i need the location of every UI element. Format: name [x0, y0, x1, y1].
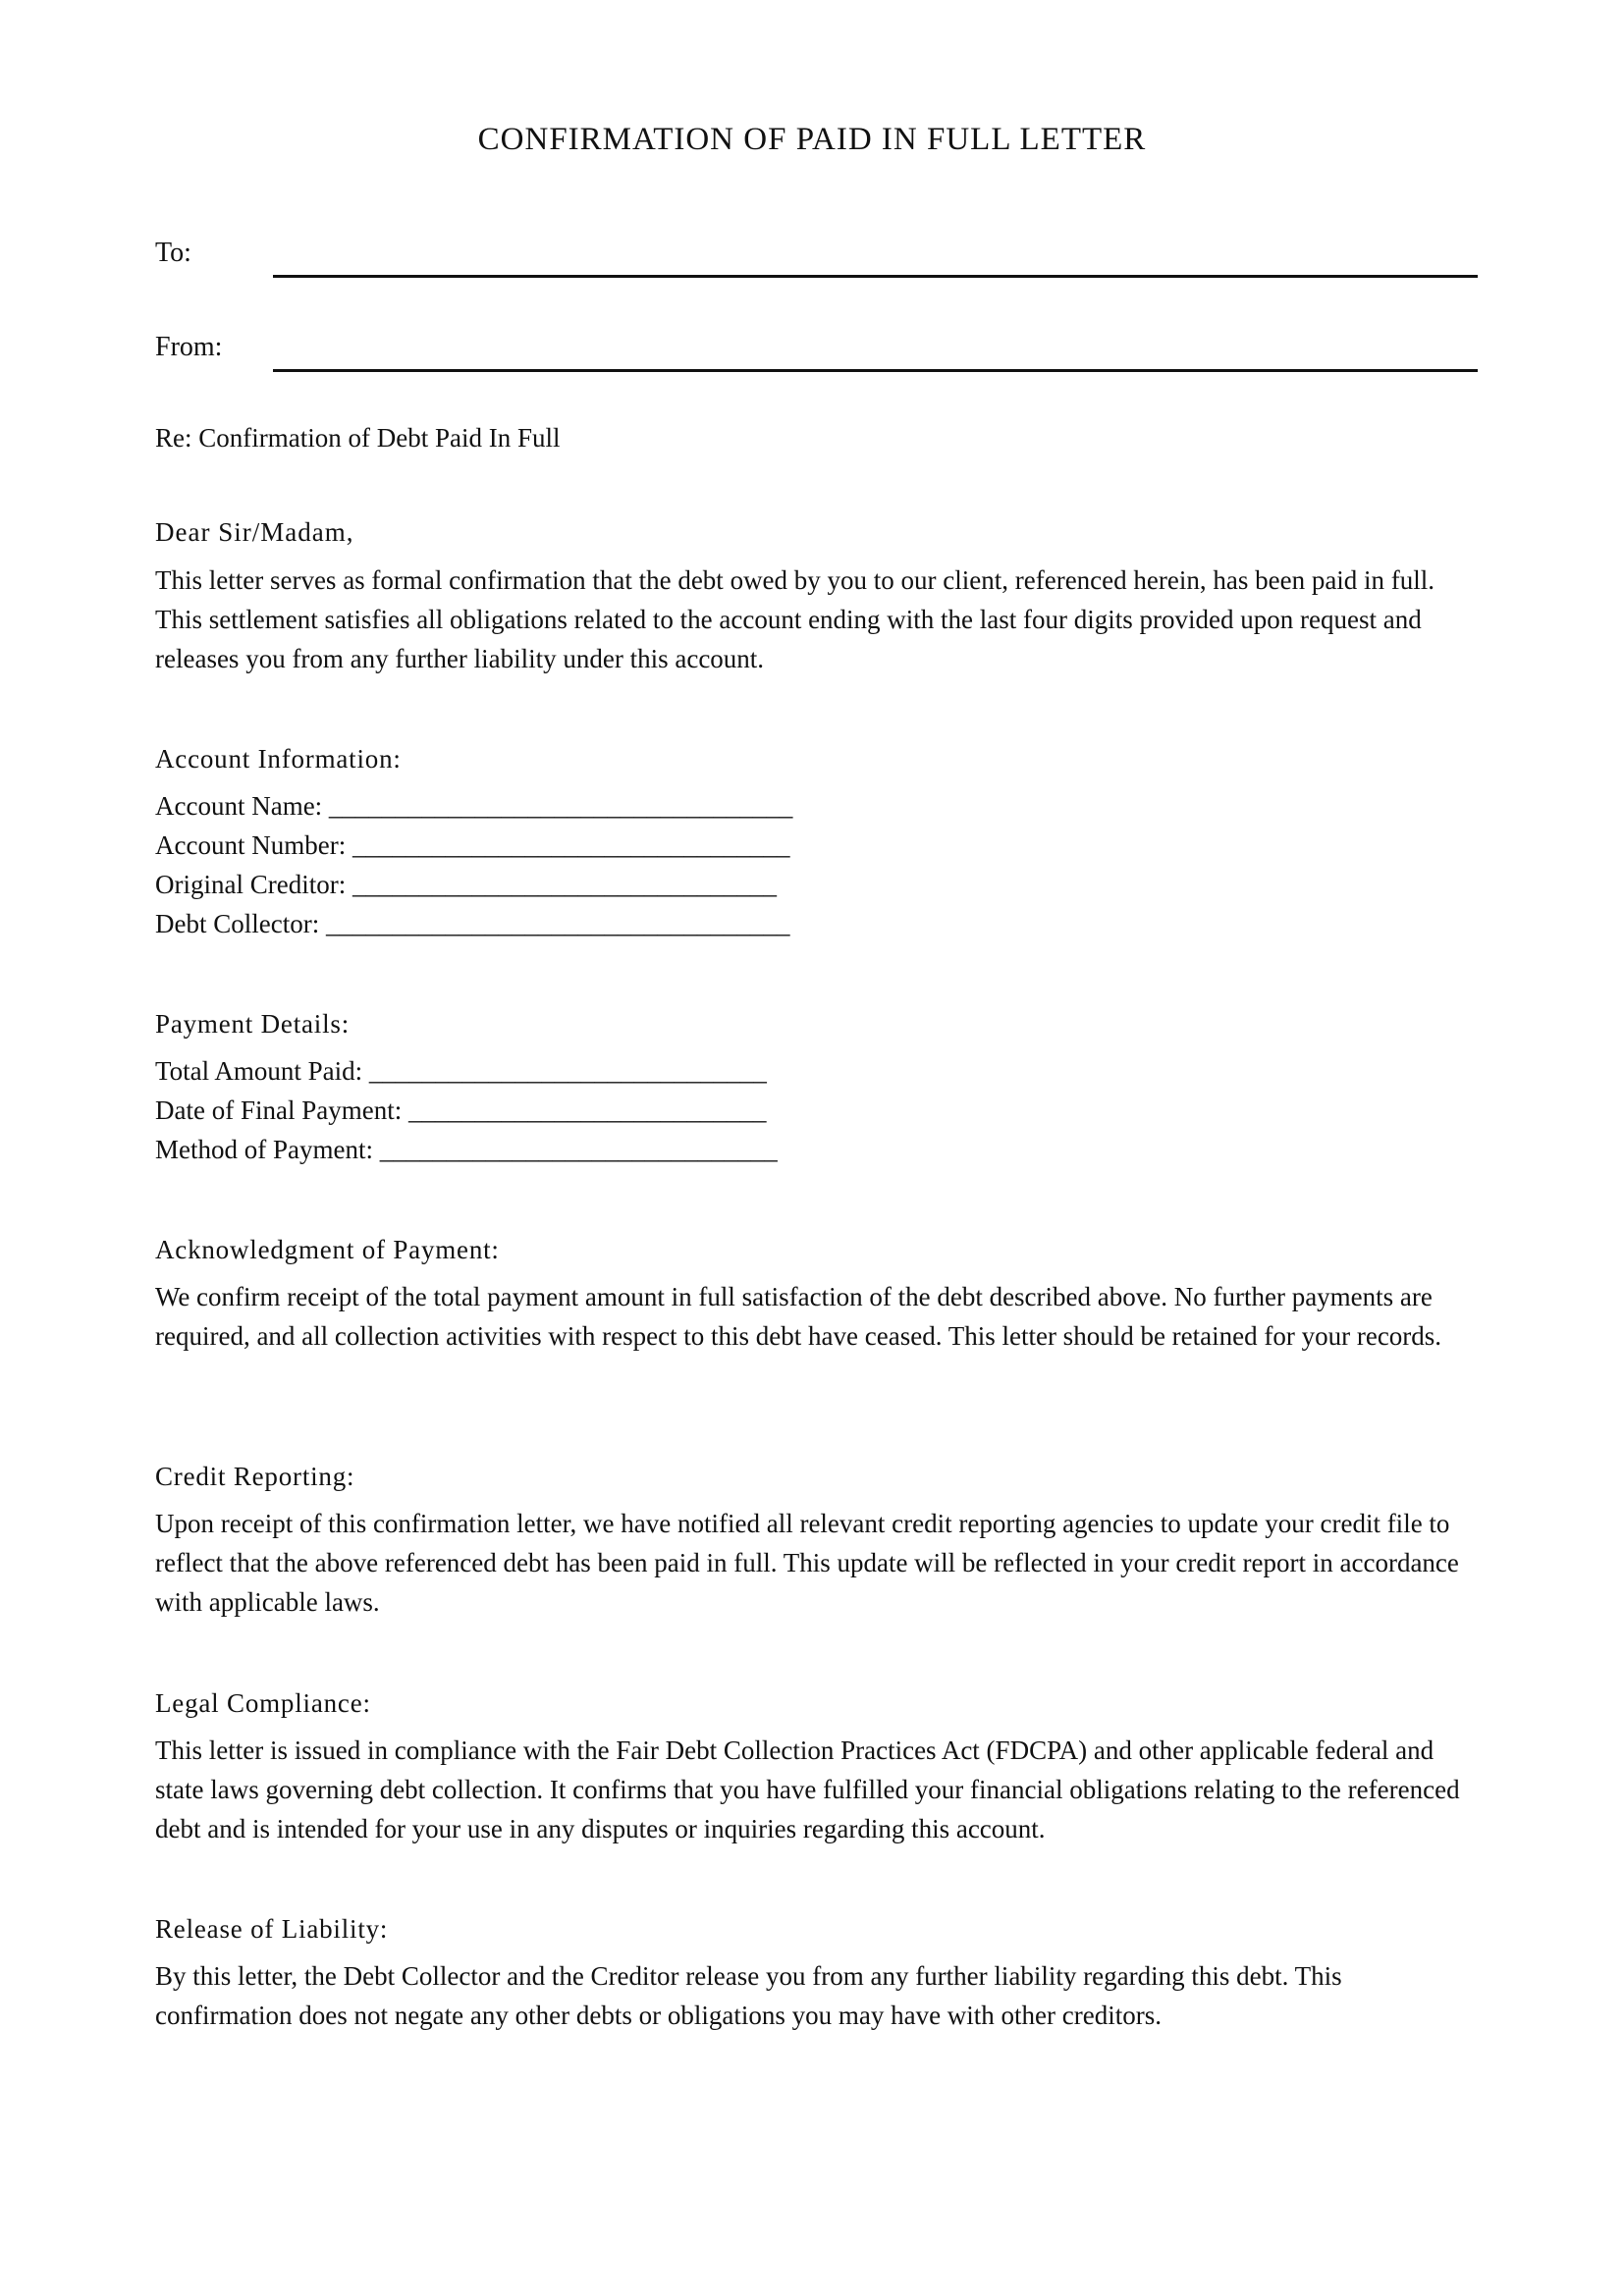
from-blank-line[interactable]	[273, 369, 1478, 372]
acknowledgment-paragraph: We confirm receipt of the total payment amount in full satisfaction of the debt described above. No further payments are required, and all collection activities with respect to this debt have ceased. This letter should be retained for your records.	[155, 1282, 1442, 1351]
total-amount-paid-field[interactable]: Total Amount Paid: ______________________________	[155, 1056, 767, 1086]
release-of-liability-paragraph: By this letter, the Debt Collector and the Creditor release you from any further liability regarding this debt. This confirmation does not negate any other debts or obligations you may have with other creditors.	[155, 1961, 1342, 2030]
release-of-liability-heading: Release of Liability:	[155, 1914, 389, 1944]
original-creditor-field[interactable]: Original Creditor: ________________________________	[155, 870, 777, 899]
legal-compliance-paragraph: This letter is issued in compliance with the Fair Debt Collection Practices Act (FDCPA) and other applicable federal and state laws governing debt collection. It confirms that you have fulfilled your financial obligations relating to the referenced debt and is intended for your use in any disputes or inquiries regarding this account.	[155, 1735, 1460, 1843]
method-of-payment-field[interactable]: Method of Payment: ______________________________	[155, 1135, 778, 1164]
to-field-row	[155, 238, 1481, 296]
to-blank-line[interactable]	[273, 275, 1478, 278]
salutation: Dear Sir/Madam,	[155, 517, 354, 547]
payment-details-list	[155, 1051, 778, 1169]
payment-details-heading: Payment Details:	[155, 1009, 351, 1039]
debt-collector-field[interactable]: Debt Collector: ___________________________________	[155, 909, 790, 938]
credit-reporting-heading: Credit Reporting:	[155, 1462, 355, 1491]
account-number-field[interactable]: Account Number: _________________________________	[155, 830, 790, 860]
document-title: CONFIRMATION OF PAID IN FULL LETTER	[477, 122, 1147, 157]
account-name-field[interactable]: Account Name: ___________________________________	[155, 791, 793, 821]
from-field-row	[155, 332, 1481, 391]
account-info-list	[155, 786, 792, 943]
acknowledgment-heading: Acknowledgment of Payment:	[155, 1235, 500, 1264]
to-label: To:	[155, 238, 191, 268]
intro-paragraph: This letter serves as formal confirmation that the debt owed by you to our client, referenced herein, has been paid in full. This settlement satisfies all obligations related to the account ending with the last four digits provided upon request and releases you from any further liability under this account.	[155, 565, 1435, 673]
credit-reporting-paragraph: Upon receipt of this confirmation letter, we have notified all relevant credit reporting agencies to update your credit file to reflect that the above referenced debt has been paid in full. This update will be reflected in your credit report in accordance with applicable laws.	[155, 1509, 1459, 1617]
from-label: From:	[155, 332, 223, 362]
date-of-final-payment-field[interactable]: Date of Final Payment: ___________________________	[155, 1095, 767, 1125]
account-info-heading: Account Information:	[155, 744, 402, 774]
subject-line: Re: Confirmation of Debt Paid In Full	[155, 423, 561, 453]
legal-compliance-heading: Legal Compliance:	[155, 1688, 371, 1718]
